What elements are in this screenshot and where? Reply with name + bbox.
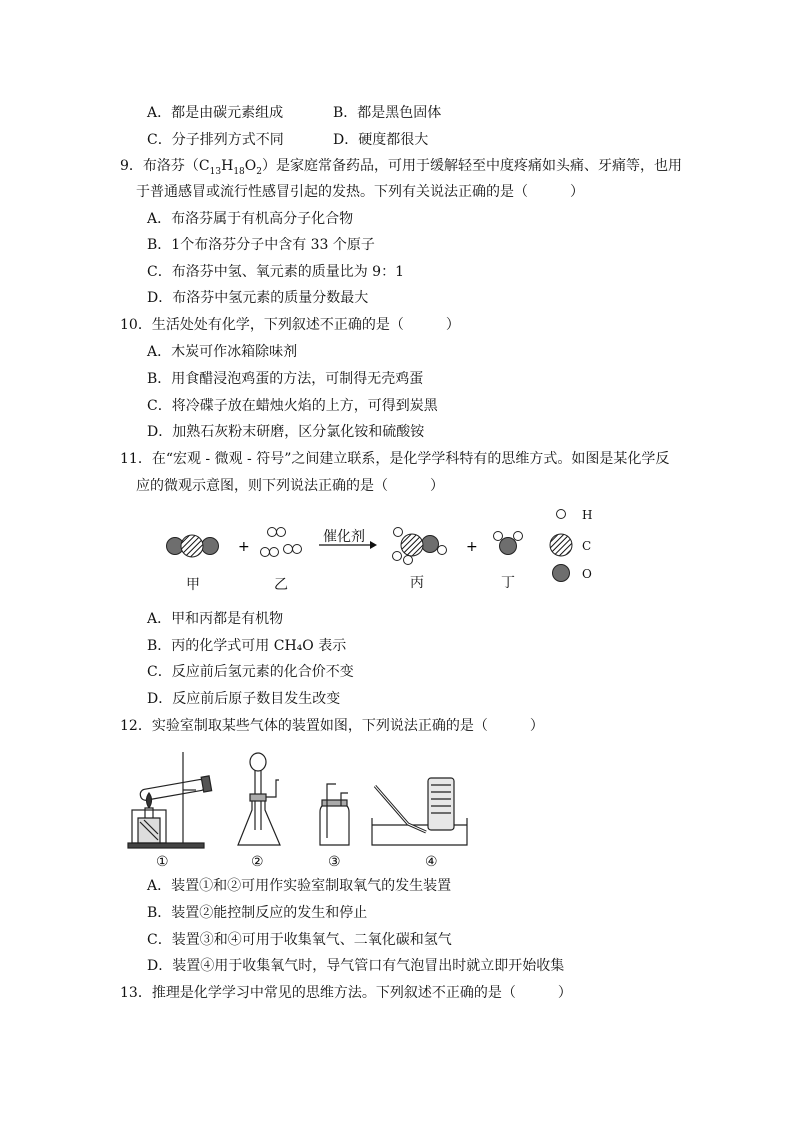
- label-yi: 乙: [274, 577, 288, 593]
- label-bing: 丙: [410, 575, 424, 591]
- option-b: B．1个布洛芬分子中含有 33 个原子: [147, 237, 375, 253]
- apparatus-2: [238, 753, 280, 845]
- plus-sign: +: [466, 539, 478, 555]
- label-jia: 甲: [186, 577, 200, 593]
- option-b: B．都是黑色固体: [333, 105, 442, 121]
- option-c: C．将冷碟子放在蜡烛火焰的上方，可得到炭黑: [147, 398, 438, 414]
- apparatus-1: [128, 752, 212, 848]
- question-9-stem: 9．布洛芬$(C_{13}H_{18}O_2)$是家庭常备药品，可用于缓解轻至中度疼痛如头痛、牙痛等，也用: [120, 158, 682, 177]
- option-a: A．都是由碳元素组成: [147, 105, 284, 121]
- option-b: B．丙的化学式可用 CH₄O 表示: [147, 638, 347, 654]
- question-11-stem: 11．在“宏观 - 微观 - 符号”之间建立联系，是化学学科特有的思维方式。如图是某化学反: [120, 451, 670, 467]
- legend-o: O: [582, 567, 592, 581]
- option-d: D．反应前后原子数目发生改变: [147, 691, 341, 707]
- legend-h: H: [582, 508, 593, 522]
- option-d: D．布洛芬中氢元素的质量分数最大: [147, 290, 369, 306]
- apparatus-label-4: ④: [425, 854, 438, 870]
- question-10-stem: 10．生活处处有化学，下列叙述不正确的是（ ）: [120, 317, 460, 333]
- apparatus-label-3: ③: [328, 854, 341, 870]
- option-d: D．装置④用于收集氧气时，导气管口有气泡冒出时就立即开始收集: [147, 958, 565, 974]
- apparatus-4: [372, 778, 467, 845]
- option-b: B．装置②能控制反应的发生和停止: [147, 905, 368, 921]
- apparatus-label-1: ①: [156, 854, 169, 870]
- question-13-stem: 13．推理是化学学习中常见的思维方法。下列叙述不正确的是（ ）: [120, 985, 572, 1001]
- option-a: A．甲和丙都是有机物: [147, 611, 284, 627]
- option-a: A．布洛芬属于有机高分子化合物: [147, 211, 354, 227]
- option-c: C．分子排列方式不同: [147, 132, 284, 148]
- label-ding: 丁: [501, 575, 515, 591]
- plus-sign: +: [238, 539, 250, 555]
- option-d: D．加熟石灰粉末研磨，区分氯化铵和硫酸铵: [147, 424, 425, 440]
- option-c: C．反应前后氢元素的化合价不变: [147, 664, 354, 680]
- question-11-stem-cont: 应的微观示意图，则下列说法正确的是（ ）: [136, 478, 444, 494]
- option-c: C．装置③和④可用于收集氧气、二氧化碳和氢气: [147, 932, 452, 948]
- option-d: D．硬度都很大: [333, 132, 429, 148]
- option-c: C．布洛芬中氢、氧元素的质量比为 9：1: [147, 264, 404, 280]
- apparatus-label-2: ②: [251, 854, 264, 870]
- option-a: A．木炭可作冰箱除味剂: [147, 344, 298, 360]
- catalyst-label: 催化剂: [323, 529, 365, 545]
- option-b: B．用食醋浸泡鸡蛋的方法，可制得无壳鸡蛋: [147, 371, 424, 387]
- apparatus-3: [320, 784, 349, 845]
- option-a: A．装置①和②可用作实验室制取氧气的发生装置: [147, 878, 452, 894]
- question-9-stem-cont: 于普通感冒或流行性感冒引起的发热。下列有关说法正确的是（ ）: [136, 184, 584, 200]
- legend-c: C: [582, 539, 592, 553]
- question-12-stem: 12．实验室制取某些气体的装置如图，下列说法正确的是（ ）: [120, 718, 544, 734]
